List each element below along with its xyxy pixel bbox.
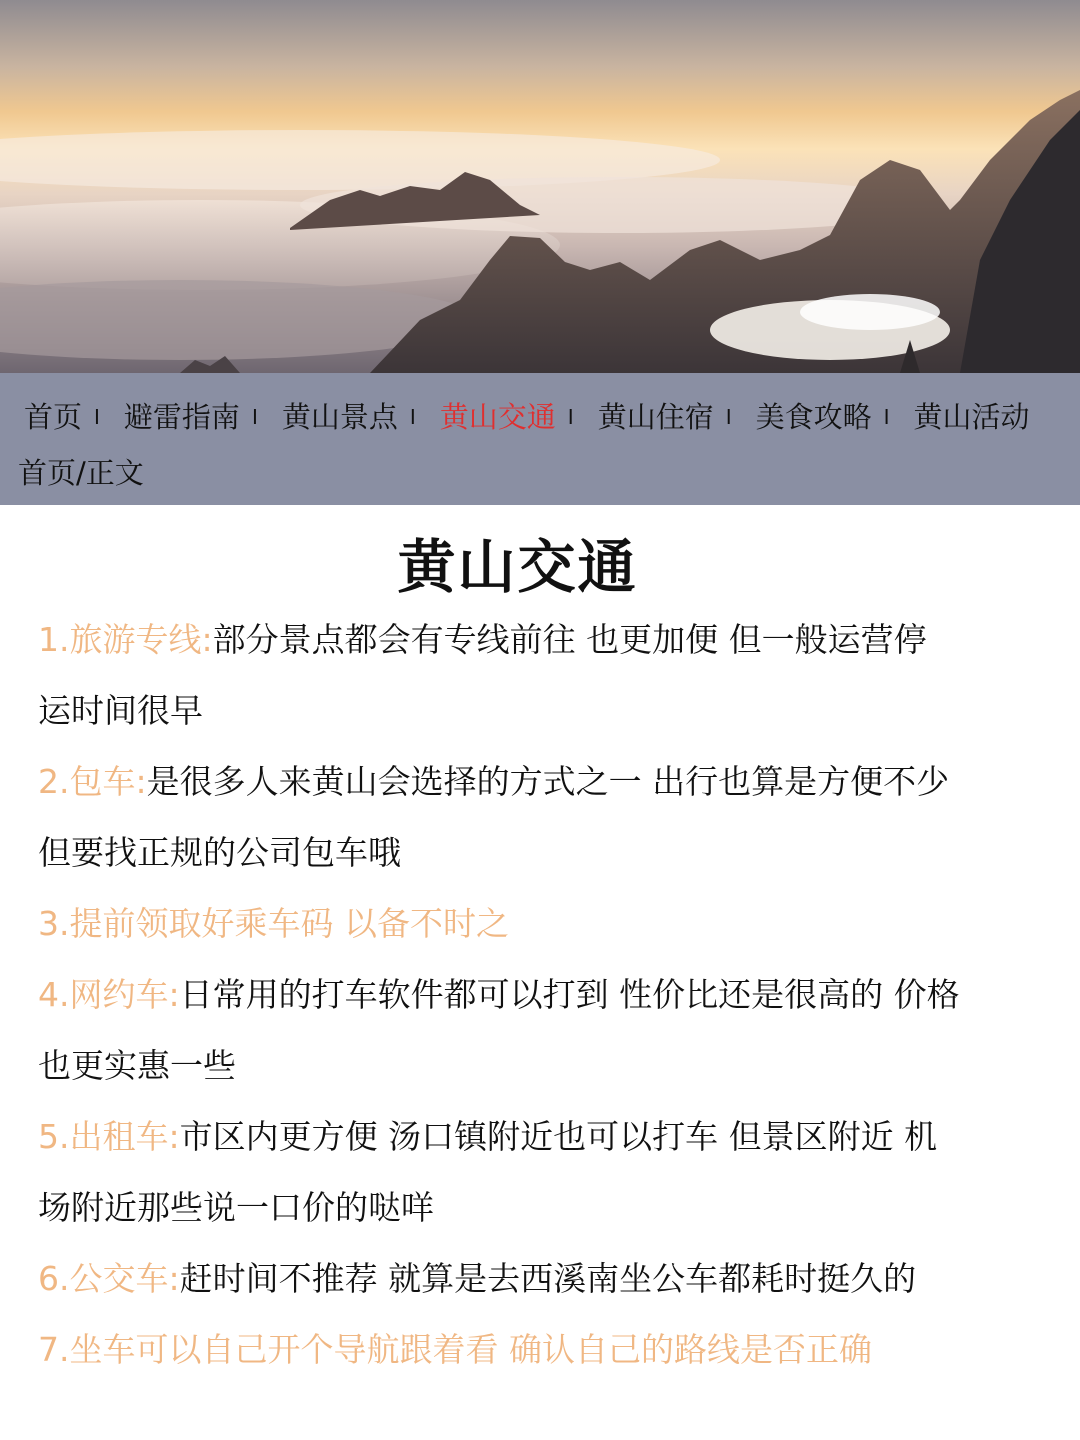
article-line: [38, 817, 1068, 888]
mountain-sea-of-clouds-image: [0, 0, 1080, 373]
menu-item-5[interactable]: 美食攻略: [755, 400, 872, 434]
line-heading: 6.公交车:: [38, 1259, 180, 1298]
menu-item-1[interactable]: 避雷指南: [123, 400, 240, 434]
article-line: [38, 604, 1068, 675]
menu-separator: I: [883, 405, 890, 429]
breadcrumb[interactable]: 首页/正文: [18, 456, 144, 490]
line-heading: 3.提前领取好乘车码 以备不时之: [38, 904, 509, 943]
article-line: [38, 1172, 1068, 1243]
article-line: [38, 959, 1068, 1030]
line-text: 但要找正规的公司包车哦: [38, 833, 401, 872]
article-line: [38, 1030, 1068, 1101]
article-line: [38, 888, 1068, 959]
line-text: 场附近那些说一口价的哒咩: [38, 1188, 434, 1227]
menu-item-6[interactable]: 黄山活动: [913, 400, 1030, 434]
menu-separator: I: [94, 405, 100, 429]
hero-image: [0, 0, 1080, 373]
line-heading: 2.包车:: [38, 762, 147, 801]
line-text: 是很多人来黄山会选择的方式之一 出行也算是方便不少: [146, 762, 950, 801]
article-line: [38, 746, 1068, 817]
article-line: [38, 1243, 1068, 1314]
page-title: 黄山交通: [397, 533, 638, 601]
line-text: 运时间很早: [38, 691, 203, 730]
line-heading: 4.网约车:: [38, 975, 180, 1014]
article-line: [38, 1314, 1068, 1385]
article-line: [38, 675, 1068, 746]
article-line: [38, 1101, 1068, 1172]
menu-separator: I: [725, 405, 732, 429]
menu-item-2[interactable]: 黄山景点: [281, 400, 398, 434]
menu-separator: I: [567, 405, 574, 429]
main-menu: [0, 387, 1080, 447]
line-text: 部分景点都会有专线前往 也更加便 但一般运营停: [212, 620, 927, 659]
line-heading: 1.旅游专线:: [38, 620, 213, 659]
line-text: 日常用的打车软件都可以打到 性价比还是很高的 价格: [179, 975, 960, 1014]
menu-item-4[interactable]: 黄山住宿: [597, 400, 714, 434]
menu-separator: I: [409, 405, 416, 429]
line-text: 赶时间不推荐 就算是去西溪南坐公车都耗时挺久的: [179, 1259, 917, 1298]
nav-bar: [0, 373, 1080, 505]
line-heading: 5.出租车:: [38, 1117, 180, 1156]
article-content: [38, 604, 1068, 1385]
line-text: 市区内更方便 汤口镇附近也可以打车 但景区附近 机: [179, 1117, 938, 1156]
line-heading: 7.坐车可以自己开个导航跟着看 确认自己的路线是否正确: [38, 1330, 872, 1369]
menu-separator: I: [251, 405, 258, 429]
menu-item-0[interactable]: 首页: [24, 400, 83, 434]
line-text: 也更实惠一些: [38, 1046, 236, 1085]
menu-item-3[interactable]: 黄山交通: [439, 400, 556, 434]
